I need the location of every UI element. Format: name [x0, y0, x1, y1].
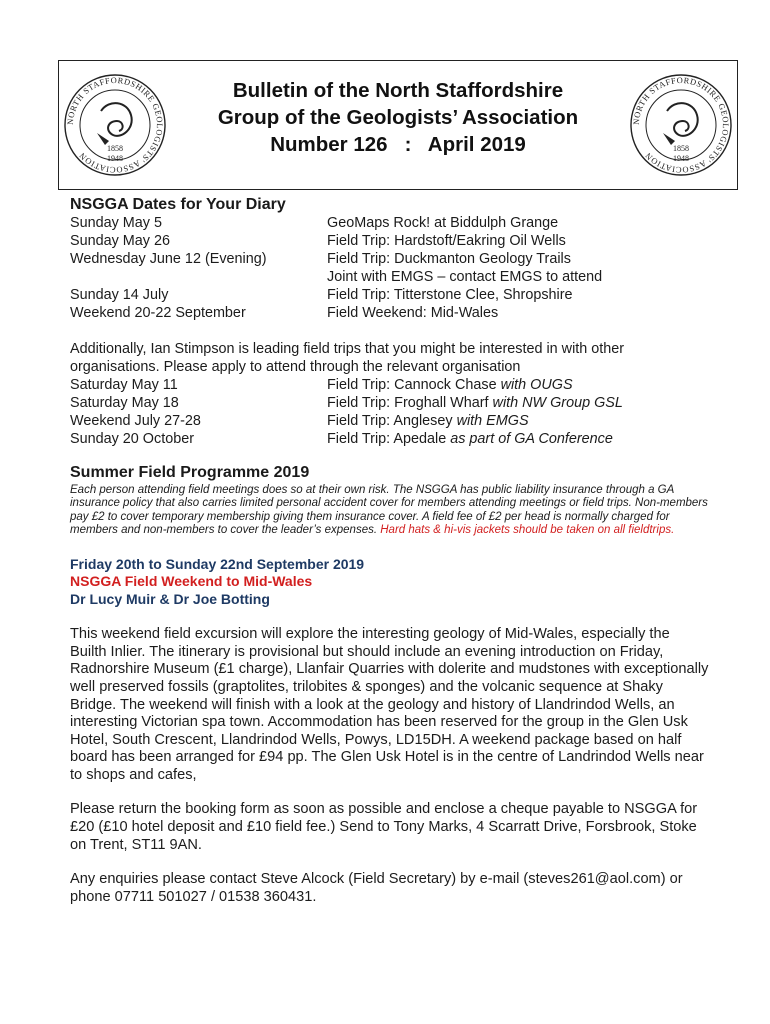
- association-seal-icon: [627, 71, 735, 179]
- diary-date: [70, 268, 327, 286]
- diary-date: Wednesday June 12 (Evening): [70, 251, 267, 267]
- association-seal-icon: [61, 71, 169, 179]
- title-line-3: Number 126 : April 2019: [270, 133, 526, 156]
- disclaimer-text: Each person attending field meetings does so at their own risk. The NSGGA has public liability insurance through a GA insurance policy that also carries limited personal accident cover for members attending meetings or field trips. Non-members pay £2 to cover temporary membership giving them insurance cover. A field fee of £2 per head is normally charged for members and non-members to cover the leader’s expenses.: [70, 484, 708, 537]
- diary-row: [70, 286, 602, 304]
- event-partner: with OUGS: [500, 377, 573, 393]
- diary-date: Sunday May 5: [70, 215, 162, 231]
- event-description: This weekend field excursion will explore the interesting geology of Mid-Wales, especially the Builth Inlier. The itinerary is provisional but should include an evening introduction on Friday, Radnorshire Museum (£1 charge), Llanfair Quarries with dolerite and mudstones with exceptionally well preserved fossils (graptolites, trilobites & sponges) and the volcanic sequence at Shaky Bridge. The weekend will finish with a look at the geology and history of Llandrindod Wells, an interesting Victorian spa town. Accommodation has been reserved for the group in the Glen Usk Hotel, South Crescent, Llandrindod Wells, Powys, LD15DH. A weekend package based on half board has been arranged for £94 pp. The Glen Usk Hotel is in the centre of Landrindod Wells near to shops and cafes,: [70, 626, 709, 783]
- diary-date: Sunday May 26: [70, 233, 170, 249]
- contact-info: Any enquiries please contact Steve Alcock (Field Secretary) by e-mail (steves261@aol.com) or phone 07711 501027 / 01538 360431.: [70, 871, 683, 905]
- diary-date: Weekend 20-22 September: [70, 305, 246, 321]
- additional-date: Saturday May 18: [70, 395, 179, 411]
- additional-table: [70, 376, 623, 448]
- event-partner: with EMGS: [456, 413, 529, 429]
- diary-event: Field Weekend: Mid-Wales: [327, 305, 499, 321]
- seal-text: NORTH STAFFORDSHIRE GEOLOGISTS' ASSOCIATION: [65, 75, 165, 175]
- seal-year-bottom: 1948: [673, 154, 689, 163]
- summer-disclaimer: [70, 484, 710, 538]
- booking-instructions: Please return the booking form as soon as possible and enclose a cheque payable to NSGGA for £20 (£10 hotel deposit and £10 field fee.) Send to Tony Marks, 4 Scarratt Drive, Forsbrook, Stoke on Trent, ST11 9AN.: [70, 801, 698, 853]
- seal-year-top: 1858: [107, 144, 123, 153]
- bulletin-title: [179, 77, 617, 158]
- additional-event: [327, 376, 623, 394]
- title-line-2: Group of the Geologists’ Association: [217, 106, 579, 129]
- diary-table: [70, 214, 602, 322]
- diary-event: Field Trip: Duckmanton Geology Trails: [327, 251, 571, 267]
- additional-date: Sunday 20 October: [70, 431, 194, 447]
- diary-event: GeoMaps Rock! at Biddulph Grange: [327, 215, 559, 231]
- event-text: Field Trip: Froghall Wharf: [327, 395, 493, 411]
- additional-event: [327, 412, 623, 430]
- safety-notice: Hard hats & hi-vis jackets should be taken on all fieldtrips.: [380, 524, 675, 537]
- title-line-1: Bulletin of the North Staffordshire: [232, 79, 564, 102]
- event-text: Field Trip: Cannock Chase: [327, 377, 501, 393]
- bulletin-content: [70, 196, 710, 906]
- diary-event: Field Trip: Hardstoft/Eakring Oil Wells: [327, 233, 566, 249]
- additional-row: [70, 412, 623, 430]
- seal-text: NORTH STAFFORDSHIRE GEOLOGISTS' ASSOCIATION: [631, 75, 731, 175]
- additional-row: [70, 430, 623, 448]
- event-text: Field Trip: Apedale: [327, 431, 451, 447]
- diary-event: Field Trip: Titterstone Clee, Shropshire: [327, 287, 573, 303]
- event-partner: as part of GA Conference: [450, 431, 613, 447]
- additional-intro: Additionally, Ian Stimpson is leading field trips that you might be interested in with other organisations. Please apply to attend through the relevant organisation: [70, 341, 625, 375]
- additional-event: [327, 430, 623, 448]
- additional-row: [70, 376, 623, 394]
- event-date: Friday 20th to Sunday 22nd September 2019: [70, 555, 365, 572]
- bulletin-header: [58, 60, 738, 190]
- diary-date: Sunday 14 July: [70, 287, 169, 303]
- diary-row: [70, 268, 602, 286]
- additional-date: Saturday May 11: [70, 377, 178, 393]
- diary-row: [70, 250, 602, 268]
- event-title: NSGGA Field Weekend to Mid-Wales: [70, 573, 313, 590]
- summer-heading: Summer Field Programme 2019: [70, 464, 310, 481]
- additional-row: [70, 394, 623, 412]
- seal-year-bottom: 1948: [107, 154, 123, 163]
- event-text: Field Trip: Anglesey: [327, 413, 457, 429]
- additional-date: Weekend July 27-28: [70, 413, 201, 429]
- diary-heading: NSGGA Dates for Your Diary: [70, 196, 286, 213]
- additional-event: [327, 394, 623, 412]
- diary-row: [70, 214, 602, 232]
- diary-row: [70, 232, 602, 250]
- event-partner: with NW Group GSL: [492, 395, 623, 411]
- diary-row: [70, 304, 602, 322]
- diary-event: Joint with EMGS – contact EMGS to attend: [327, 269, 603, 285]
- event-leaders: Dr Lucy Muir & Dr Joe Botting: [70, 590, 270, 607]
- seal-year-top: 1858: [673, 144, 689, 153]
